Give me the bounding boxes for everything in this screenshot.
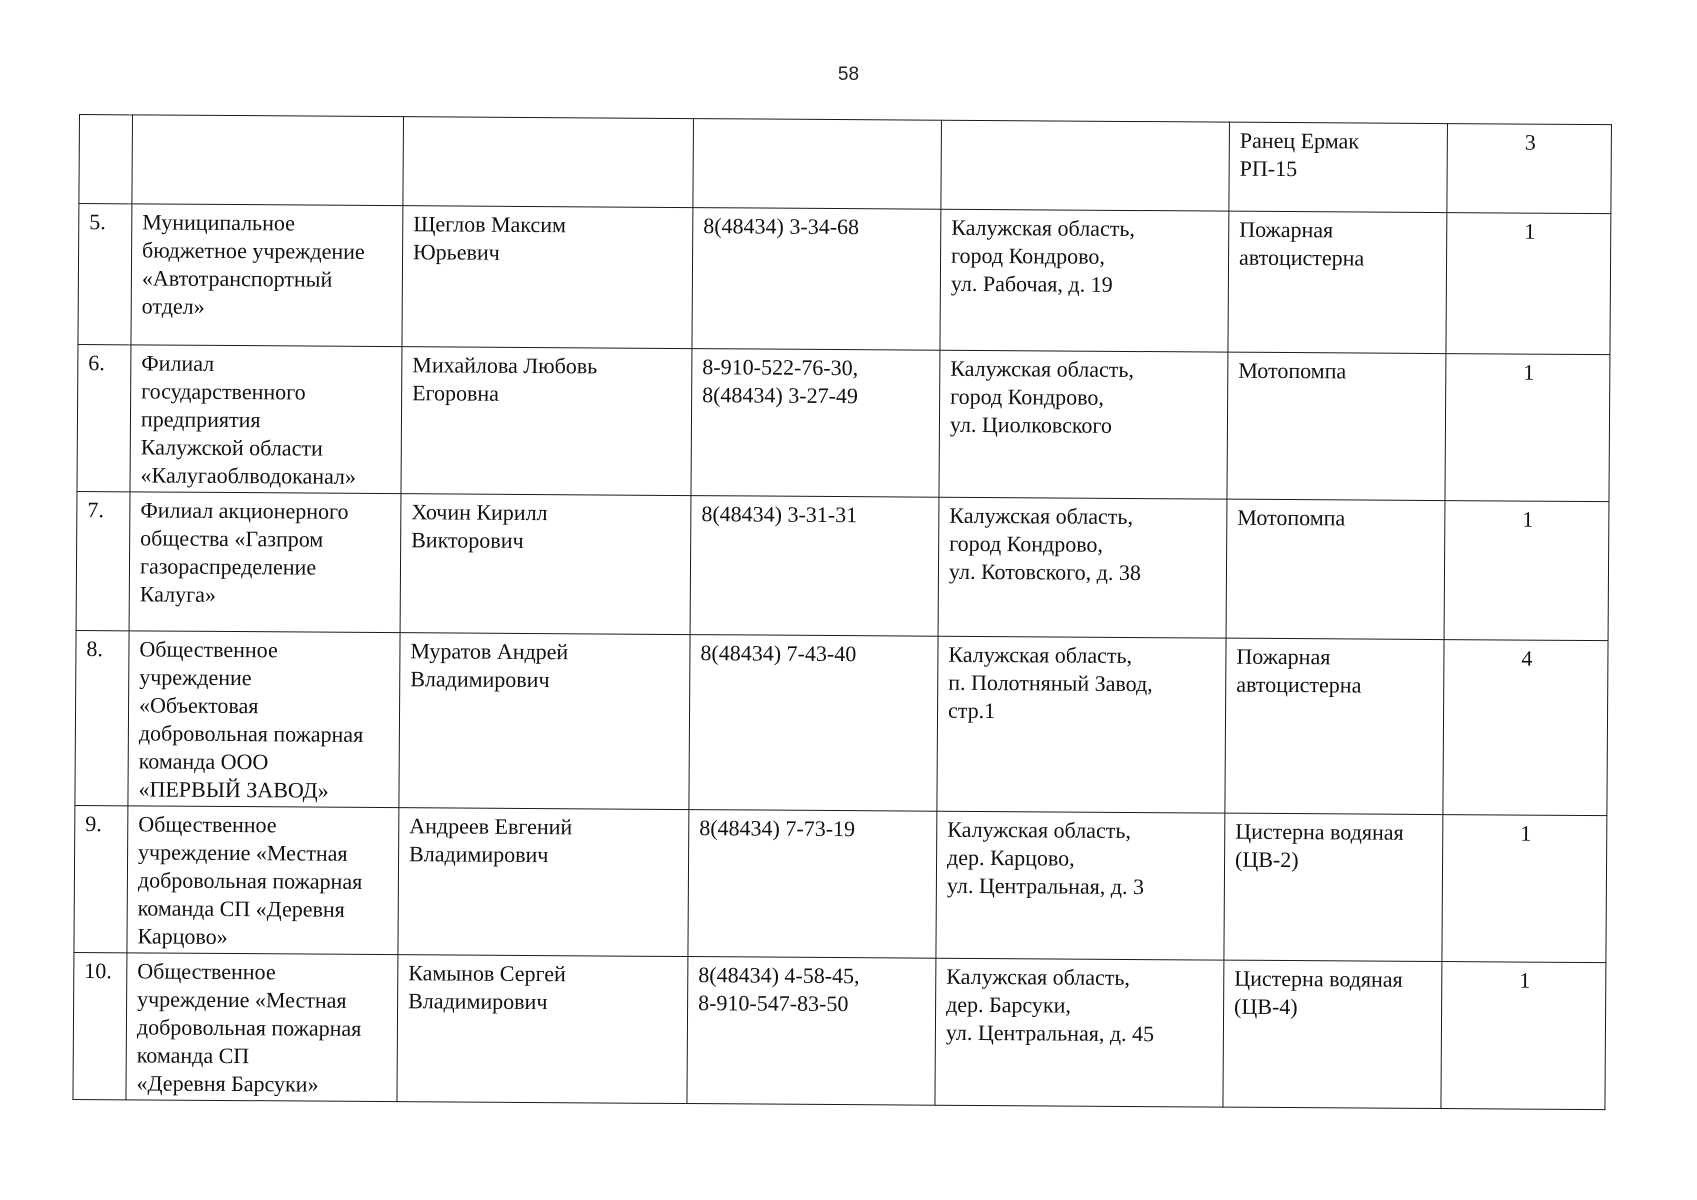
head-name-cell: Камынов Сергей Владимирович [397, 955, 688, 1104]
equipment-cell: Мотопомпа [1227, 352, 1446, 500]
table-row [75, 630, 1608, 815]
phone-cell [693, 119, 942, 210]
phone-cell: 8(48434) 7-43-40 [689, 635, 938, 812]
row-number-cell: 9. [74, 805, 128, 952]
quantity-cell: 1 [1442, 815, 1607, 963]
organization-cell: Общественное учреждение «Объектовая добровольная пожарная команда ООО «ПЕРВЫЙ ЗАВОД» [128, 631, 400, 808]
organization-cell: Филиал государственного предприятия Калужской области «Калугаоблводоканал» [130, 345, 402, 494]
address-cell: Калужская область, дер. Карцово, ул. Центральная, д. 3 [936, 811, 1225, 960]
table-row [74, 805, 1607, 962]
organization-cell: Муниципальное бюджетное учреждение «Автотранспортный отдел» [131, 204, 403, 347]
organization-cell: Общественное учреждение «Местная добровольная пожарная команда СП «Деревня Барсуки» [126, 953, 398, 1102]
row-number-cell: 7. [76, 491, 130, 630]
phone-cell: 8(48434) 3-31-31 [690, 496, 939, 637]
equipment-table [72, 114, 1612, 1110]
quantity-cell: 1 [1445, 354, 1610, 502]
head-name-cell: Щеглов Максим Юрьевич [402, 206, 693, 349]
row-number-cell: 8. [75, 630, 129, 805]
address-cell: Калужская область, дер. Барсуки, ул. Центральная, д. 45 [935, 958, 1224, 1107]
table-wrapper [72, 114, 1611, 1110]
row-number-cell: 10. [73, 952, 127, 1099]
head-name-cell: Михайлова Любовь Егоровна [401, 347, 692, 496]
quantity-cell: 1 [1444, 501, 1609, 641]
equipment-cell: Ранец Ермак РП-15 [1229, 122, 1448, 212]
equipment-cell: Цистерна водяная (ЦВ-4) [1223, 960, 1442, 1108]
equipment-cell: Мотопомпа [1226, 499, 1445, 639]
organization-cell: Общественное учреждение «Местная добровольная пожарная команда СП «Деревня Карцово» [127, 806, 399, 955]
head-name-cell [403, 117, 694, 208]
head-name-cell: Хочин Кирилл Викторович [400, 494, 691, 635]
address-cell: Калужская область, п. Полотняный Завод, стр.1 [937, 636, 1226, 813]
table-row [76, 491, 1609, 640]
equipment-cell: Пожарная автоцистерна [1225, 638, 1444, 814]
row-number-cell: 6. [77, 344, 131, 491]
table-row [73, 952, 1606, 1109]
organization-cell: Филиал акционерного общества «Газпром газораспределение Калуга» [129, 492, 401, 633]
phone-cell: 8(48434) 7-73-19 [688, 810, 937, 959]
phone-cell: 8-910-522-76-30, 8(48434) 3-27-49 [691, 349, 940, 498]
address-cell: Калужская область, город Кондрово, ул. Котовского, д. 38 [938, 497, 1227, 638]
equipment-cell: Цистерна водяная (ЦВ-2) [1224, 813, 1443, 961]
quantity-cell: 3 [1447, 124, 1612, 214]
phone-cell: 8(48434) 3-34-68 [692, 208, 941, 351]
table-row [79, 115, 1612, 214]
quantity-cell: 1 [1446, 213, 1611, 355]
head-name-cell: Муратов Андрей Владимирович [399, 633, 690, 810]
head-name-cell: Андреев Евгений Владимирович [398, 808, 689, 957]
quantity-cell: 4 [1443, 640, 1608, 816]
quantity-cell: 1 [1441, 962, 1606, 1110]
table-row [77, 344, 1610, 501]
address-cell: Калужская область, город Кондрово, ул. Рабочая, д. 19 [940, 209, 1229, 352]
phone-cell: 8(48434) 4-58-45, 8-910-547-83-50 [687, 957, 936, 1106]
address-cell: Калужская область, город Кондрово, ул. Циолковского [939, 350, 1228, 499]
equipment-cell: Пожарная автоцистерна [1228, 211, 1447, 353]
row-number-cell [79, 115, 133, 204]
page-number: 58 [837, 64, 860, 85]
organization-cell [132, 115, 404, 206]
row-number-cell: 5. [78, 204, 132, 345]
table-row [78, 204, 1611, 355]
table-body [73, 115, 1611, 1110]
address-cell [941, 120, 1230, 211]
